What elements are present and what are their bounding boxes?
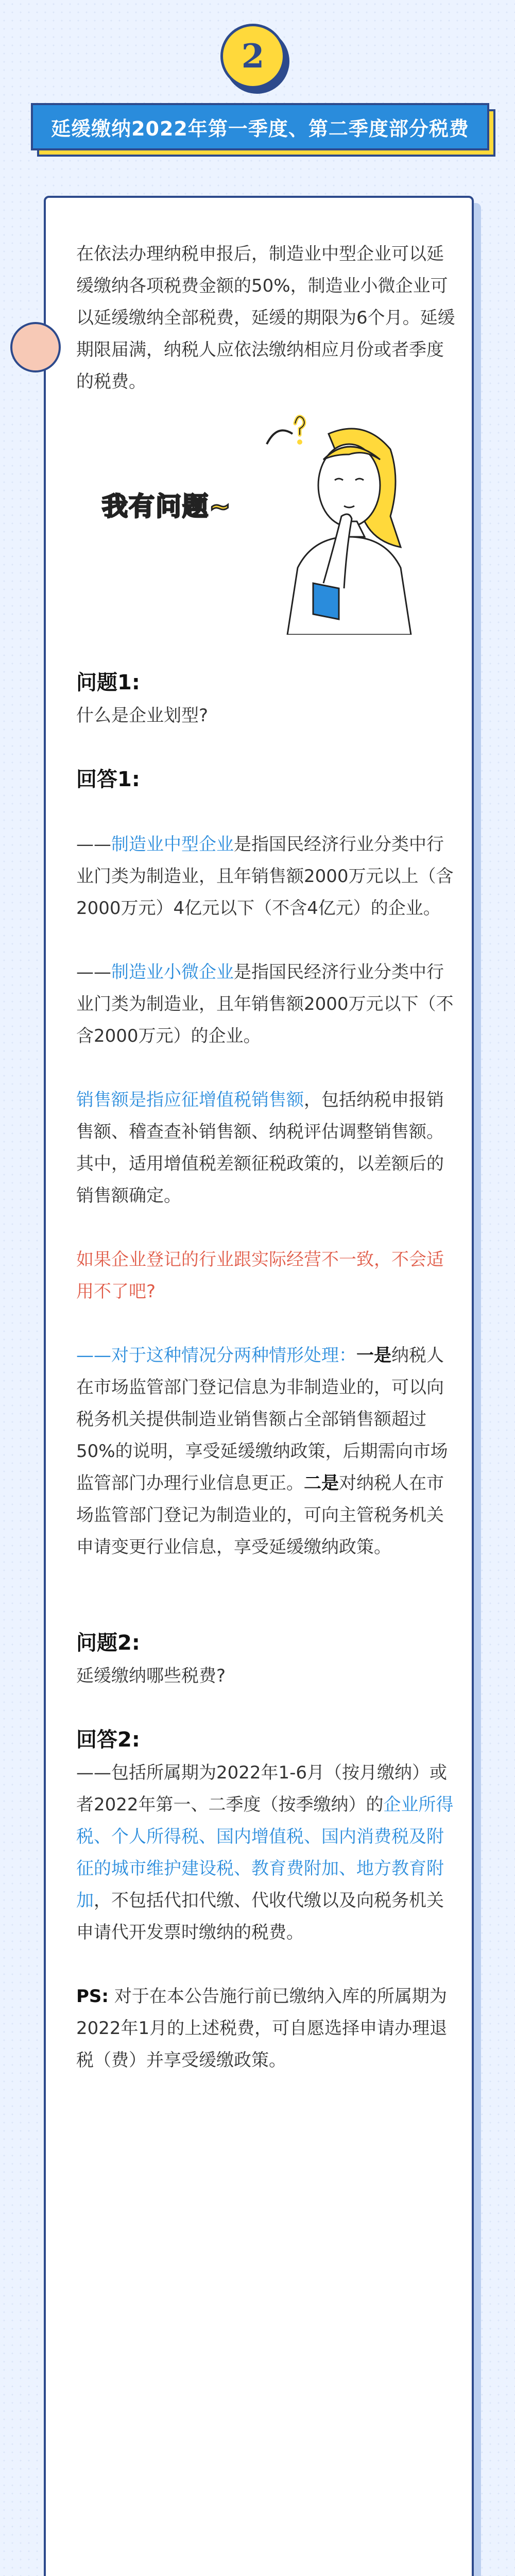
- answer-2-label: 回答2:: [76, 1728, 140, 1752]
- answer-2-paragraph-1: ——包括所属期为2022年1-6月（按月缴纳）或者2022年第一、二季度（按季缴纳）的企业所得税、个人所得税、国内增值税、国内消费税及附征的城市维护建设税、教育费附加、地方教育附加，不包括代扣代缴、代收代缴以及向税务机关申请代开发票时缴纳的税费。: [76, 1762, 454, 1943]
- deferred-tax-list: 企业所得税、个人所得税、国内增值税、国内消费税及附征的城市维护建设税、教育费附加、地方教育附加: [76, 1794, 454, 1911]
- illustration-caption: 我有问题~: [102, 492, 232, 521]
- term-small-enterprise: 制造业小微企业: [111, 962, 234, 982]
- answer-1-paragraph-2: ——制造业小微企业是指国民经济行业分类中行业门类为制造业，且年销售额2000万元以下（不含2000万元）的企业。: [76, 962, 454, 1046]
- answer-1-paragraph-3: 销售额是指应征增值税销售额，包括纳税申报销售额、稽查查补销售额、纳税评估调整销售额。其中，适用增值税差额征税政策的，以差额后的销售额确定。: [76, 1090, 444, 1206]
- answer-1-paragraph-1: ——制造业中型企业是指国民经济行业分类中行业门类为制造业，且年销售额2000万元以上（含2000万元）4亿元以下（不含4亿元）的企业。: [76, 834, 454, 919]
- answer-1-paragraph-5: ——对于这种情况分两种情形处理：一是纳税人在市场监管部门登记信息为非制造业的，可以向税务机关提供制造业销售额占全部销售额超过50%的说明，享受延缓缴纳政策，后期需向市场监管部门办理行业信息更正。二是对纳税人在市场监管部门登记为制造业的，可向主管税务机关申请变更行业信息，享受延缓缴纳政策。: [76, 1345, 448, 1557]
- question-illustration: [76, 413, 457, 635]
- section-number-badge: [217, 21, 295, 98]
- badge-number: 2: [220, 24, 285, 89]
- term-medium-enterprise: 制造业中型企业: [111, 834, 234, 855]
- question-1-text: 什么是企业划型?: [76, 705, 209, 726]
- article-body: [76, 238, 457, 2076]
- intro-paragraph: 在依法办理纳税申报后，制造业中型企业可以延缓缴纳各项税费金额的50%，制造业小微企业可以延缓缴纳全部税费，延缓的期限为6个月。延缓期限届满，纳税人应依法缴纳相应月份或者季度的税费。: [76, 244, 455, 392]
- title-banner: [31, 103, 489, 150]
- thinking-person-icon: [246, 413, 432, 635]
- question-2-text: 延缓缴纳哪些税费?: [76, 1666, 226, 1686]
- answer-1-label: 回答1:: [76, 768, 140, 791]
- answer-1-question: 如果企业登记的行业跟实际经营不一致，不会适用不了吧?: [76, 1249, 444, 1302]
- decorative-punch-hole: [10, 322, 61, 372]
- banner-title: 延缓缴纳2022年第一季度、第二季度部分税费: [31, 103, 489, 150]
- term-sales-definition: 销售额是指应征增值税销售额: [76, 1090, 304, 1110]
- question-2-label: 问题2:: [76, 1631, 140, 1655]
- answer-2-ps: PS: 对于在本公告施行前已缴纳入库的所属期为2022年1月的上述税费，可自愿选择申请办理退税（费）并享受缓缴政策。: [76, 1986, 448, 2071]
- question-1-label: 问题1:: [76, 671, 140, 694]
